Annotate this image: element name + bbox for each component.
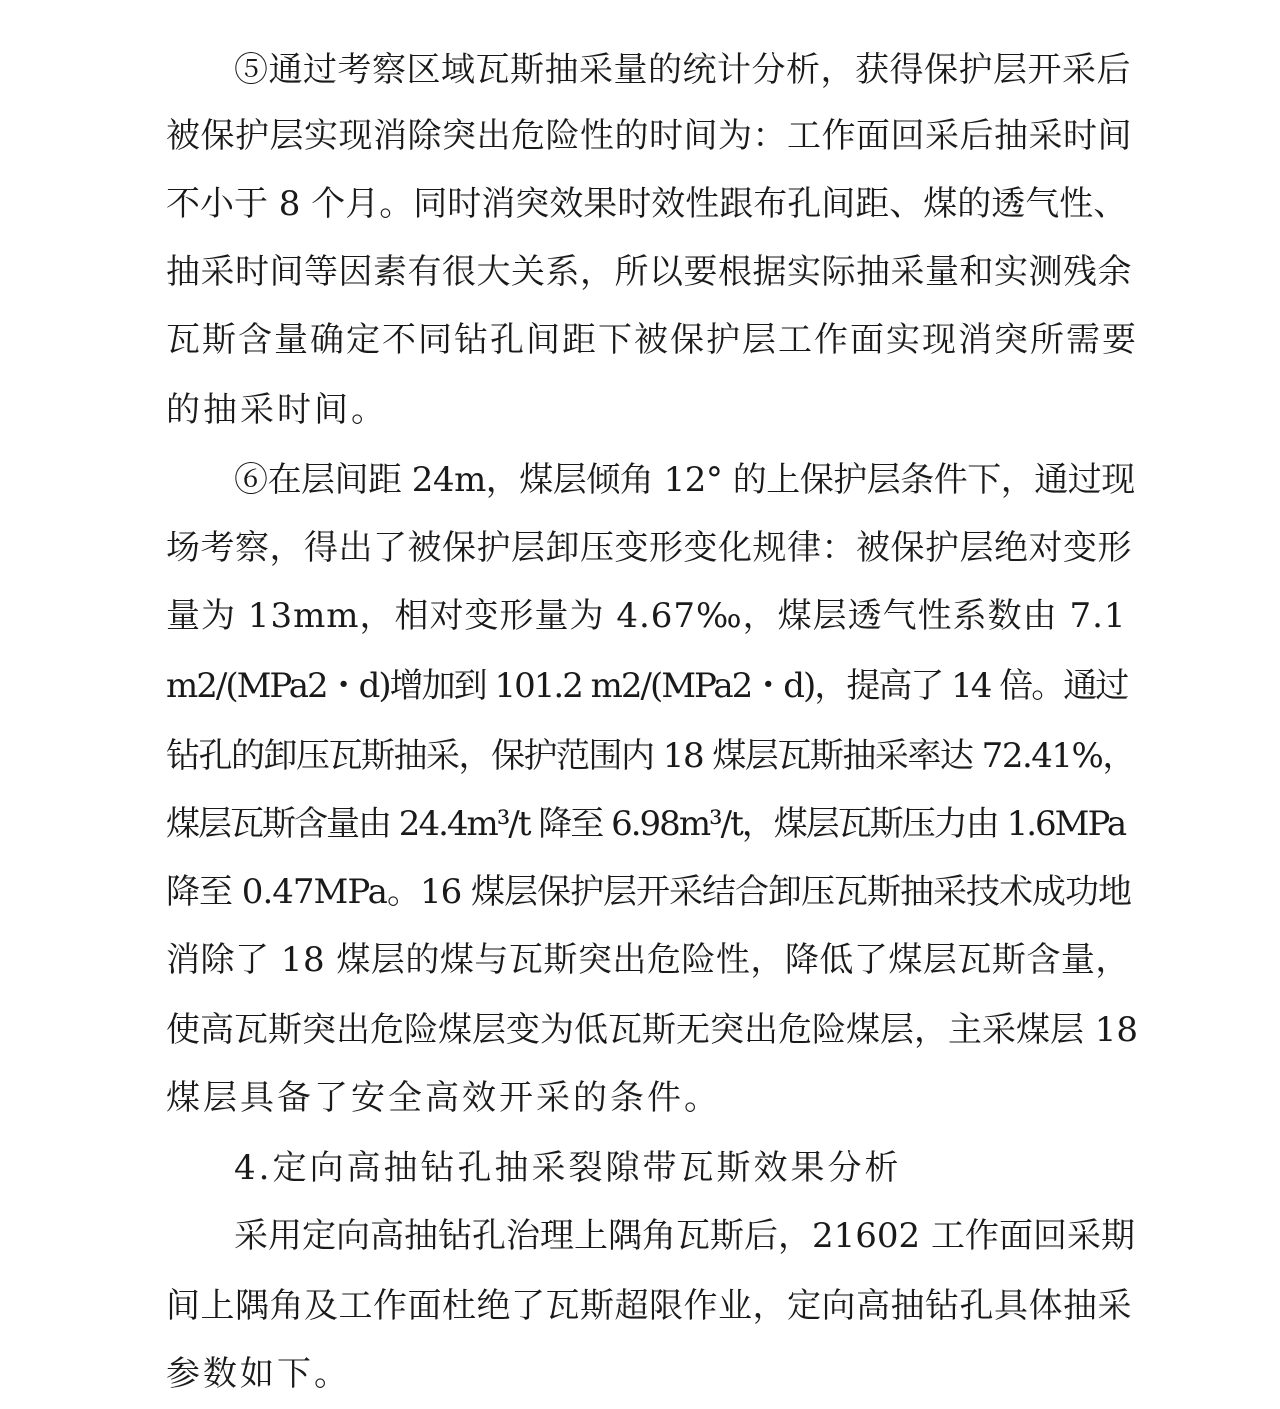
paragraph-6-line-4: m2/(MPa2・d)增加到 101.2 m2/(MPa2・d)，提高了 14 倍。通过	[166, 666, 1128, 706]
paragraph-6-line-3: 量为 13mm，相对变形量为 4.67‰，煤层透气性系数由 7.1	[166, 596, 1127, 636]
paragraph-6-line-7: 降至 0.47MPa。16 煤层保护层开采结合卸压瓦斯抽采技术成功地	[166, 872, 1132, 912]
paragraph-6-line-8: 消除了 18 煤层的煤与瓦斯突出危险性，降低了煤层瓦斯含量，	[166, 940, 1130, 980]
paragraph-6-line-1: ⑥在层间距 24m，煤层倾角 12° 的上保护层条件下，通过现	[234, 460, 1135, 500]
paragraph-6-line-5: 钻孔的卸压瓦斯抽采，保护范围内 18 煤层瓦斯抽采率达 72.41%，	[166, 736, 1135, 776]
paragraph-5-line-1: ⑤通过考察区域瓦斯抽采量的统计分析，获得保护层开采后	[234, 50, 1131, 90]
section-heading: 4.定向高抽钻孔抽采裂隙带瓦斯效果分析	[234, 1148, 902, 1188]
paragraph-7-line-3: 参数如下。	[166, 1354, 351, 1394]
paragraph-6-line-6: 煤层瓦斯含量由 24.4m³/t 降至 6.98m³/t，煤层瓦斯压力由 1.6MPa	[166, 804, 1126, 844]
paragraph-5-line-6: 的抽采时间。	[166, 390, 388, 430]
paragraph-6-line-10: 煤层具备了安全高效开采的条件。	[166, 1078, 721, 1118]
paragraph-5-line-5: 瓦斯含量确定不同钻孔间距下被保护层工作面实现消突所需要	[166, 320, 1138, 360]
paragraph-5-line-4: 抽采时间等因素有很大关系，所以要根据实际抽采量和实测残余	[166, 252, 1132, 292]
paragraph-5-line-2: 被保护层实现消除突出危险性的时间为：工作面回采后抽采时间	[166, 116, 1132, 156]
paragraph-6-line-2: 场考察，得出了被保护层卸压变形变化规律：被保护层绝对变形	[166, 528, 1132, 568]
paragraph-6-line-9: 使高瓦斯突出危险煤层变为低瓦斯无突出危险煤层，主采煤层 18	[166, 1010, 1139, 1050]
paragraph-5-line-3: 不小于 8 个月。同时消突效果时效性跟布孔间距、煤的透气性、	[166, 184, 1128, 224]
paragraph-7-line-2: 间上隅角及工作面杜绝了瓦斯超限作业，定向高抽钻孔具体抽采	[166, 1286, 1132, 1326]
paragraph-7-line-1: 采用定向高抽钻孔治理上隅角瓦斯后，21602 工作面回采期	[234, 1216, 1135, 1256]
